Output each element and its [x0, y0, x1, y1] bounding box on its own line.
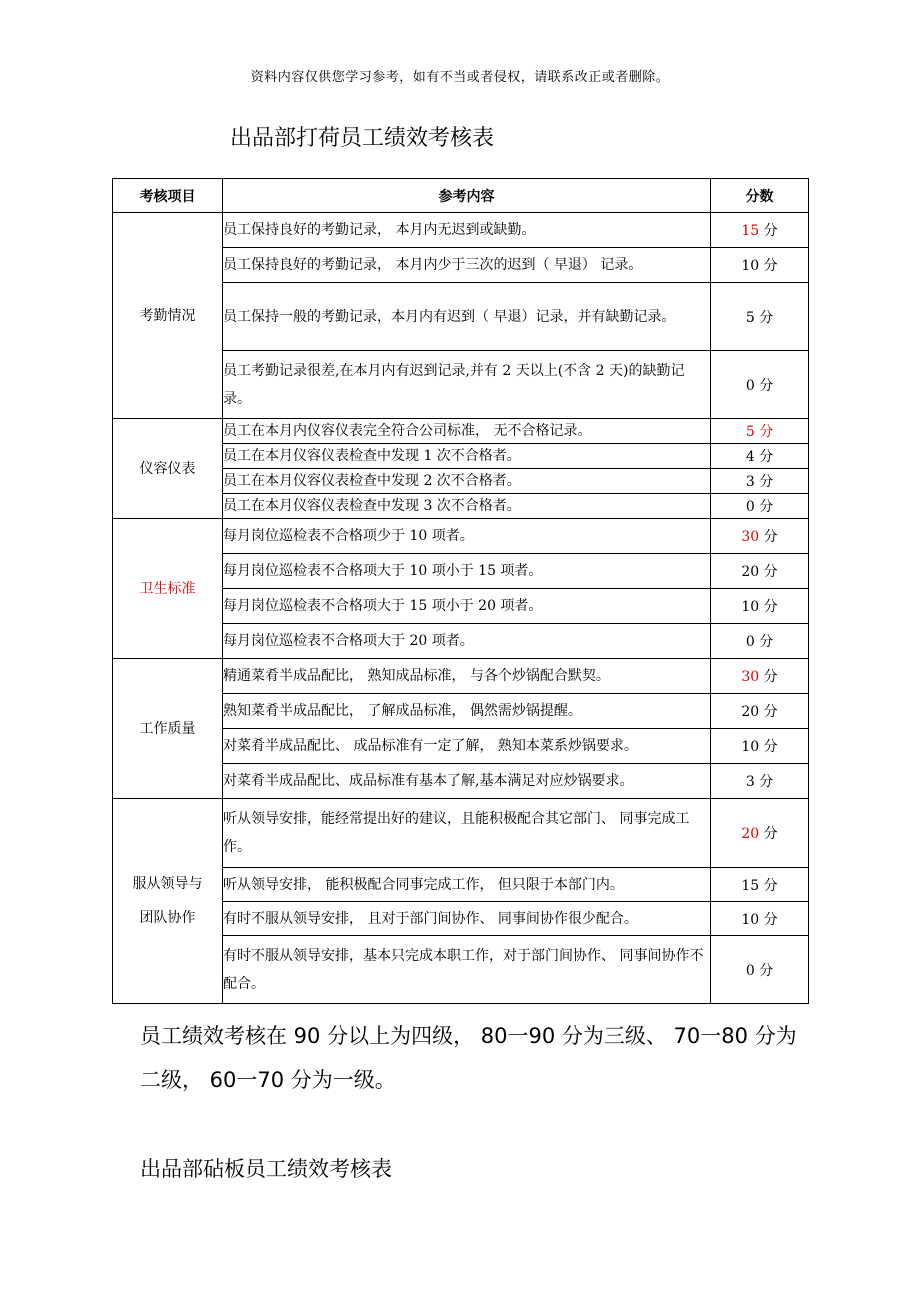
score-cell: [711, 554, 809, 589]
criterion-text: 听从领导安排， 能积极配合同事完成工作， 但只限于本部门内。: [223, 868, 711, 902]
criterion-text: 有时不服从领导安排，基本只完成本职工作，对于部门间协作、 同事间协作不配合。: [223, 936, 711, 1004]
score-unit: 分: [759, 962, 774, 979]
criterion-text: 对菜肴半成品配比、 成品标准有一定了解， 熟知本菜系炒锅要求。: [223, 729, 711, 764]
score-cell: [711, 494, 809, 519]
category-appearance: 仪容仪表: [113, 419, 223, 519]
score-points: 20: [741, 704, 760, 720]
score-cell: [711, 213, 809, 248]
score-unit: 分: [763, 739, 778, 755]
criterion-text: 员工在本月仪容仪表检查中发现 3 次不合格者。: [223, 494, 711, 519]
score-unit: 分: [759, 424, 774, 440]
score-cell: [711, 659, 809, 694]
score-unit: 分: [763, 223, 778, 239]
score-cell: [711, 519, 809, 554]
criterion-text: 每月岗位巡检表不合格项大于 10 项小于 15 项者。: [223, 554, 711, 589]
score-unit: 分: [759, 774, 774, 790]
criterion-text: 员工考勤记录很差,在本月内有迟到记录,并有 2 天以上(不含 2 天)的缺勤记录。: [223, 351, 711, 419]
section-title: 出品部砧板员工绩效考核表: [140, 1157, 392, 1181]
criterion-text: 每月岗位巡检表不合格项大于 20 项者。: [223, 624, 711, 659]
score-points: 0: [745, 962, 755, 979]
score-points: 3: [745, 774, 755, 790]
disclaimer: 资料内容仅供您学习参考，如有不当或者侵权，请联系改正或者删除。: [250, 70, 670, 85]
criterion-text: 有时不服从领导安排， 且对于部门间协作、 同事间协作很少配合。: [223, 902, 711, 936]
table-row: [113, 659, 809, 694]
score-points: 15: [741, 877, 760, 894]
score-cell: [711, 283, 809, 351]
score-points: 5: [745, 424, 755, 440]
score-unit: 分: [763, 911, 778, 928]
score-points: 10: [741, 599, 760, 615]
score-points: 0: [745, 499, 755, 515]
category-hygiene: 卫生标准: [113, 519, 223, 659]
score-unit: 分: [759, 309, 774, 326]
score-points: 3: [745, 474, 755, 490]
score-cell: [711, 589, 809, 624]
score-cell: [711, 799, 809, 868]
score-unit: 分: [763, 877, 778, 894]
score-cell: [711, 444, 809, 469]
criterion-text: 员工在本月仪容仪表检查中发现 2 次不合格者。: [223, 469, 711, 494]
score-cell: [711, 729, 809, 764]
grading-summary: 员工绩效考核在 90 分以上为四级， 80一90 分为三级、 70一80 分为二级， 60一70 分为一级。: [140, 1024, 797, 1092]
score-cell: [711, 624, 809, 659]
criterion-text: 听从领导安排，能经常提出好的建议，且能积极配合其它部门、 同事完成工作。: [223, 799, 711, 868]
score-unit: 分: [759, 634, 774, 650]
criterion-text: 精通菜肴半成品配比， 熟知成品标准， 与各个炒锅配合默契。: [223, 659, 711, 694]
score-cell: [711, 469, 809, 494]
category-teamwork-line2: 团队协作: [139, 910, 196, 926]
criterion-text: 每月岗位巡检表不合格项少于 10 项者。: [223, 519, 711, 554]
score-points: 20: [741, 564, 760, 580]
table-row: [113, 519, 809, 554]
table-header-row: [113, 179, 809, 213]
score-cell: [711, 248, 809, 283]
score-unit: 分: [763, 669, 778, 685]
score-unit: 分: [759, 449, 774, 465]
score-cell: [711, 419, 809, 444]
score-cell: [711, 868, 809, 902]
category-teamwork-line1: 服从领导与: [132, 876, 203, 892]
score-unit: 分: [759, 499, 774, 515]
page-title: 出品部打荷员工绩效考核表: [230, 126, 495, 151]
category-attendance: 考勤情况: [113, 213, 223, 419]
criterion-text: 熟知菜肴半成品配比， 了解成品标准， 偶然需炒锅提醒。: [223, 694, 711, 729]
criterion-text: 员工保持良好的考勤记录， 本月内少于三次的迟到（ 早退） 记录。: [223, 248, 711, 283]
score-points: 20: [741, 826, 760, 842]
score-cell: [711, 902, 809, 936]
score-cell: [711, 694, 809, 729]
score-unit: 分: [759, 474, 774, 490]
score-cell: [711, 936, 809, 1004]
score-points: 10: [741, 258, 760, 274]
score-unit: 分: [763, 704, 778, 720]
kpi-table: [112, 178, 809, 1004]
criterion-text: 每月岗位巡检表不合格项大于 15 项小于 20 项者。: [223, 589, 711, 624]
criterion-text: 员工在本月仪容仪表检查中发现 1 次不合格者。: [223, 444, 711, 469]
criterion-text: 员工保持一般的考勤记录，本月内有迟到（ 早退）记录，并有缺勤记录。: [223, 283, 711, 351]
score-unit: 分: [763, 564, 778, 580]
score-points: 15: [741, 223, 760, 239]
score-points: 30: [741, 529, 760, 545]
table-row: [113, 799, 809, 868]
score-points: 10: [741, 739, 760, 755]
score-unit: 分: [759, 377, 774, 394]
header-content: 参考内容: [223, 179, 711, 213]
criterion-text: 对菜肴半成品配比、成品标准有基本了解,基本满足对应炒锅要求。: [223, 764, 711, 799]
score-points: 4: [745, 449, 755, 465]
score-unit: 分: [763, 529, 778, 545]
header-category: 考核项目: [113, 179, 223, 213]
score-points: 5: [745, 309, 755, 326]
score-cell: [711, 351, 809, 419]
table-row: [113, 213, 809, 248]
score-points: 0: [745, 377, 755, 394]
score-unit: 分: [763, 826, 778, 842]
score-unit: 分: [763, 258, 778, 274]
score-cell: [711, 764, 809, 799]
score-points: 10: [741, 911, 760, 928]
table-row: [113, 419, 809, 444]
header-score: 分数: [711, 179, 809, 213]
score-unit: 分: [763, 599, 778, 615]
category-teamwork: [113, 799, 223, 1004]
score-points: 0: [745, 634, 755, 650]
category-quality: 工作质量: [113, 659, 223, 799]
criterion-text: 员工保持良好的考勤记录， 本月内无迟到或缺勤。: [223, 213, 711, 248]
score-points: 30: [741, 669, 760, 685]
criterion-text: 员工在本月内仪容仪表完全符合公司标准， 无不合格记录。: [223, 419, 711, 444]
